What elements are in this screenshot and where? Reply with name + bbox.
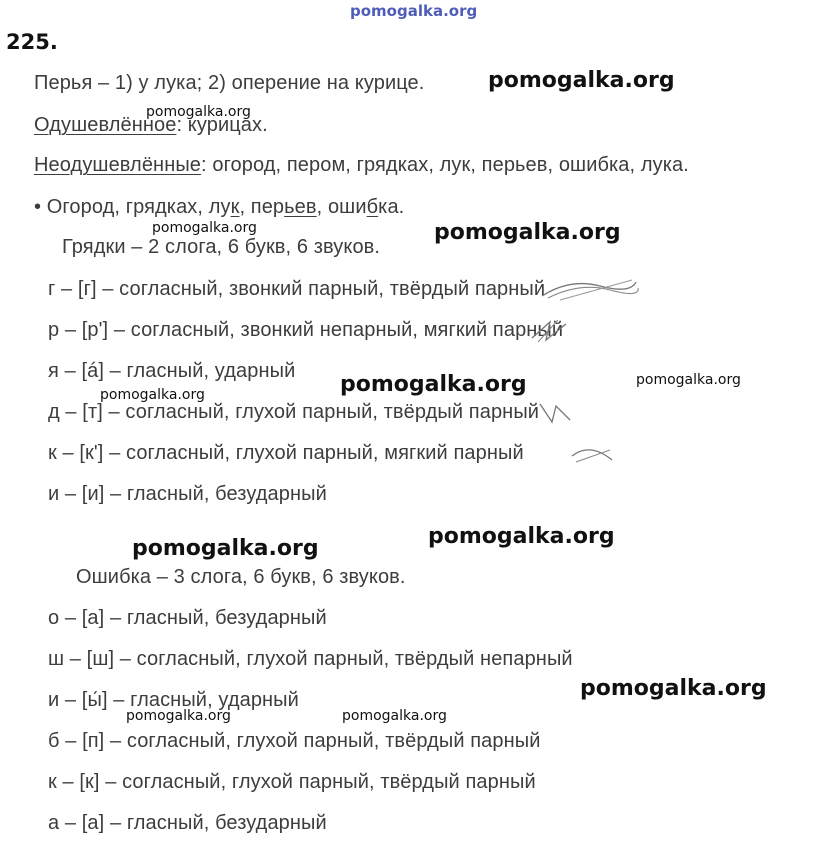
word-part: , оши [316,196,367,218]
watermark: pomogalka.org [428,524,615,549]
watermark: pomogalka.org [342,708,447,724]
gryadki-row: я – [á] – гласный, ударный [48,360,296,382]
text-line-perya: Перья – 1) у лука; 2) оперение на курице. [34,72,425,94]
pencil-scribble-icon [528,318,572,344]
gryadki-row: д – [т] – согласный, глухой парный, твёрдый парный [48,401,540,423]
gryadki-row: р – [р'] – согласный, звонкий непарный, мягкий парный [48,319,564,341]
gryadki-title: Грядки – 2 слога, 6 букв, 6 звуков. [62,236,381,258]
label-odushevlennoe: Одушевлённое [34,114,177,136]
watermark: pomogalka.org [152,220,257,236]
word-part: • Огоро [34,196,103,218]
watermark: pomogalka.org [126,708,231,724]
gryadki-row: г – [г] – согласный, звонкий парный, твёрдый парный [48,278,546,300]
watermark: pomogalka.org [132,536,319,561]
text-line-bullet-words [34,196,404,219]
word-part-underlined: в [305,196,317,218]
oshibka-title: Ошибка – 3 слога, 6 букв, 6 звуков. [76,566,406,588]
watermark-top: pomogalka.org [350,2,478,20]
pencil-scribble-icon [540,276,640,304]
watermark: pomogalka.org [340,372,527,397]
oshibka-row: б – [п] – согласный, глухой парный, твёрдый парный [48,730,541,752]
watermark: pomogalka.org [146,104,251,120]
watermark: pomogalka.org [100,387,205,403]
word-part-underlined: ье [284,196,306,218]
text-line-neodushevlennye [34,154,689,177]
oshibka-row: а – [а] – гласный, безударный [48,812,327,834]
gryadki-row: и – [и] – гласный, безударный [48,483,327,505]
pencil-scribble-icon [536,400,580,426]
word-part-underlined: д [102,196,115,218]
odushevlennoe-rest: : курицах. [176,114,268,136]
oshibka-row: и – [ы́] – гласный, ударный [48,689,299,711]
neodushevlennye-rest: : огород, пером, грядках, лук, перьев, ошибка, лука. [201,154,689,176]
pencil-scribble-icon [570,440,616,466]
label-neodushevlennye: Неодушевлённые [34,154,202,176]
gryadki-row: к – [к'] – согласный, глухой парный, мягкий парный [48,442,524,464]
watermark: pomogalka.org [636,372,741,388]
word-part: ка. [378,196,405,218]
word-part: , пер [239,196,285,218]
word-part-underlined: к [230,196,240,218]
exercise-number: 225. [6,30,58,54]
word-part-underlined: б [366,196,379,218]
watermark: pomogalka.org [488,68,675,93]
word-part: , грядках, лу [114,196,231,218]
watermark: pomogalka.org [580,676,767,701]
watermark: pomogalka.org [434,220,621,245]
oshibka-row: ш – [ш] – согласный, глухой парный, твёрдый непарный [48,648,573,670]
oshibka-row: о – [а] – гласный, безударный [48,607,327,629]
oshibka-row: к – [к] – согласный, глухой парный, твёрдый парный [48,771,536,793]
